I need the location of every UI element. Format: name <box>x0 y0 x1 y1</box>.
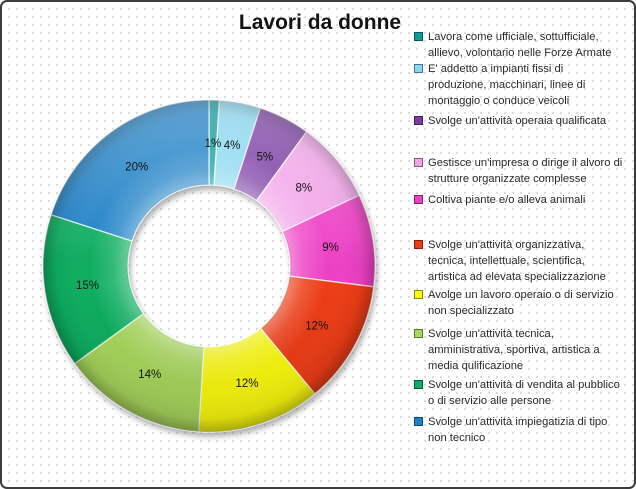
legend-label-7: Avolge un lavoro operaio o di servizio non specializzato <box>428 289 614 317</box>
legend-item-5 <box>414 192 624 208</box>
legend-item-1 <box>414 29 624 61</box>
legend-label-3: Svolge un'attività operaia qualificata <box>428 115 607 127</box>
legend-label-8: Svolge un'attività tecnica, amministrativa, sportiva, artistica a media qulificazione <box>428 328 600 372</box>
slice-label-7: 12% <box>235 378 259 390</box>
chart-title: Lavori da donne <box>238 11 402 34</box>
legend-swatch-3 <box>414 116 423 125</box>
slice-label-8: 14% <box>138 368 162 381</box>
legend-label-1: Lavora come ufficiale, sottufficiale, allievo, volontario nelle Forze Armate <box>428 31 612 59</box>
legend-swatch-7 <box>414 290 423 299</box>
slice-label-2: 4% <box>223 140 241 153</box>
legend-swatch-1 <box>414 32 423 41</box>
legend-swatch-2 <box>414 64 423 73</box>
legend-swatch-8 <box>414 329 423 338</box>
legend-swatch-4 <box>414 158 423 167</box>
legend-item-9 <box>414 377 624 409</box>
slice-label-1: 1% <box>204 138 222 151</box>
legend-label-6: Svolge un'attività organizzativa, tecnica, intellettuale, scientifica, artistica ad elevata specializzazione <box>428 239 606 283</box>
legend-label-5: Coltiva piante e/o alleva animali <box>428 194 586 206</box>
legend-swatch-10 <box>414 417 423 426</box>
slice-label-5: 9% <box>322 241 339 254</box>
legend-item-4 <box>414 155 624 187</box>
legend-label-10: Svolge un'attività impiegatizia di tipo non tecnico <box>428 416 608 444</box>
legend-item-10 <box>414 414 624 446</box>
legend-item-2 <box>414 61 624 109</box>
slice-label-9: 15% <box>75 280 100 293</box>
legend-label-9: Svolge un'attività di vendita al pubblico o di servizio alle persone <box>428 379 620 407</box>
legend-swatch-6 <box>414 240 423 249</box>
slice-label-6: 12% <box>305 320 329 333</box>
slice-label-10: 20% <box>125 161 149 174</box>
legend-label-4: Gestisce un'impresa o dirige il alvoro di strutture organizzate complesse <box>428 157 623 185</box>
legend-item-3 <box>414 113 624 129</box>
legend-swatch-9 <box>414 380 423 389</box>
chart-legend <box>414 29 624 446</box>
legend-item-7 <box>414 287 624 319</box>
slice-label-3: 5% <box>256 151 274 164</box>
legend-item-6 <box>414 237 624 285</box>
slice-label-4: 8% <box>295 182 313 195</box>
legend-swatch-5 <box>414 195 423 204</box>
legend-label-2: E' addetto a impianti fissi di produzione, macchinari, linee di montaggio o conduce veicoli <box>428 63 586 107</box>
legend-item-8 <box>414 326 624 374</box>
